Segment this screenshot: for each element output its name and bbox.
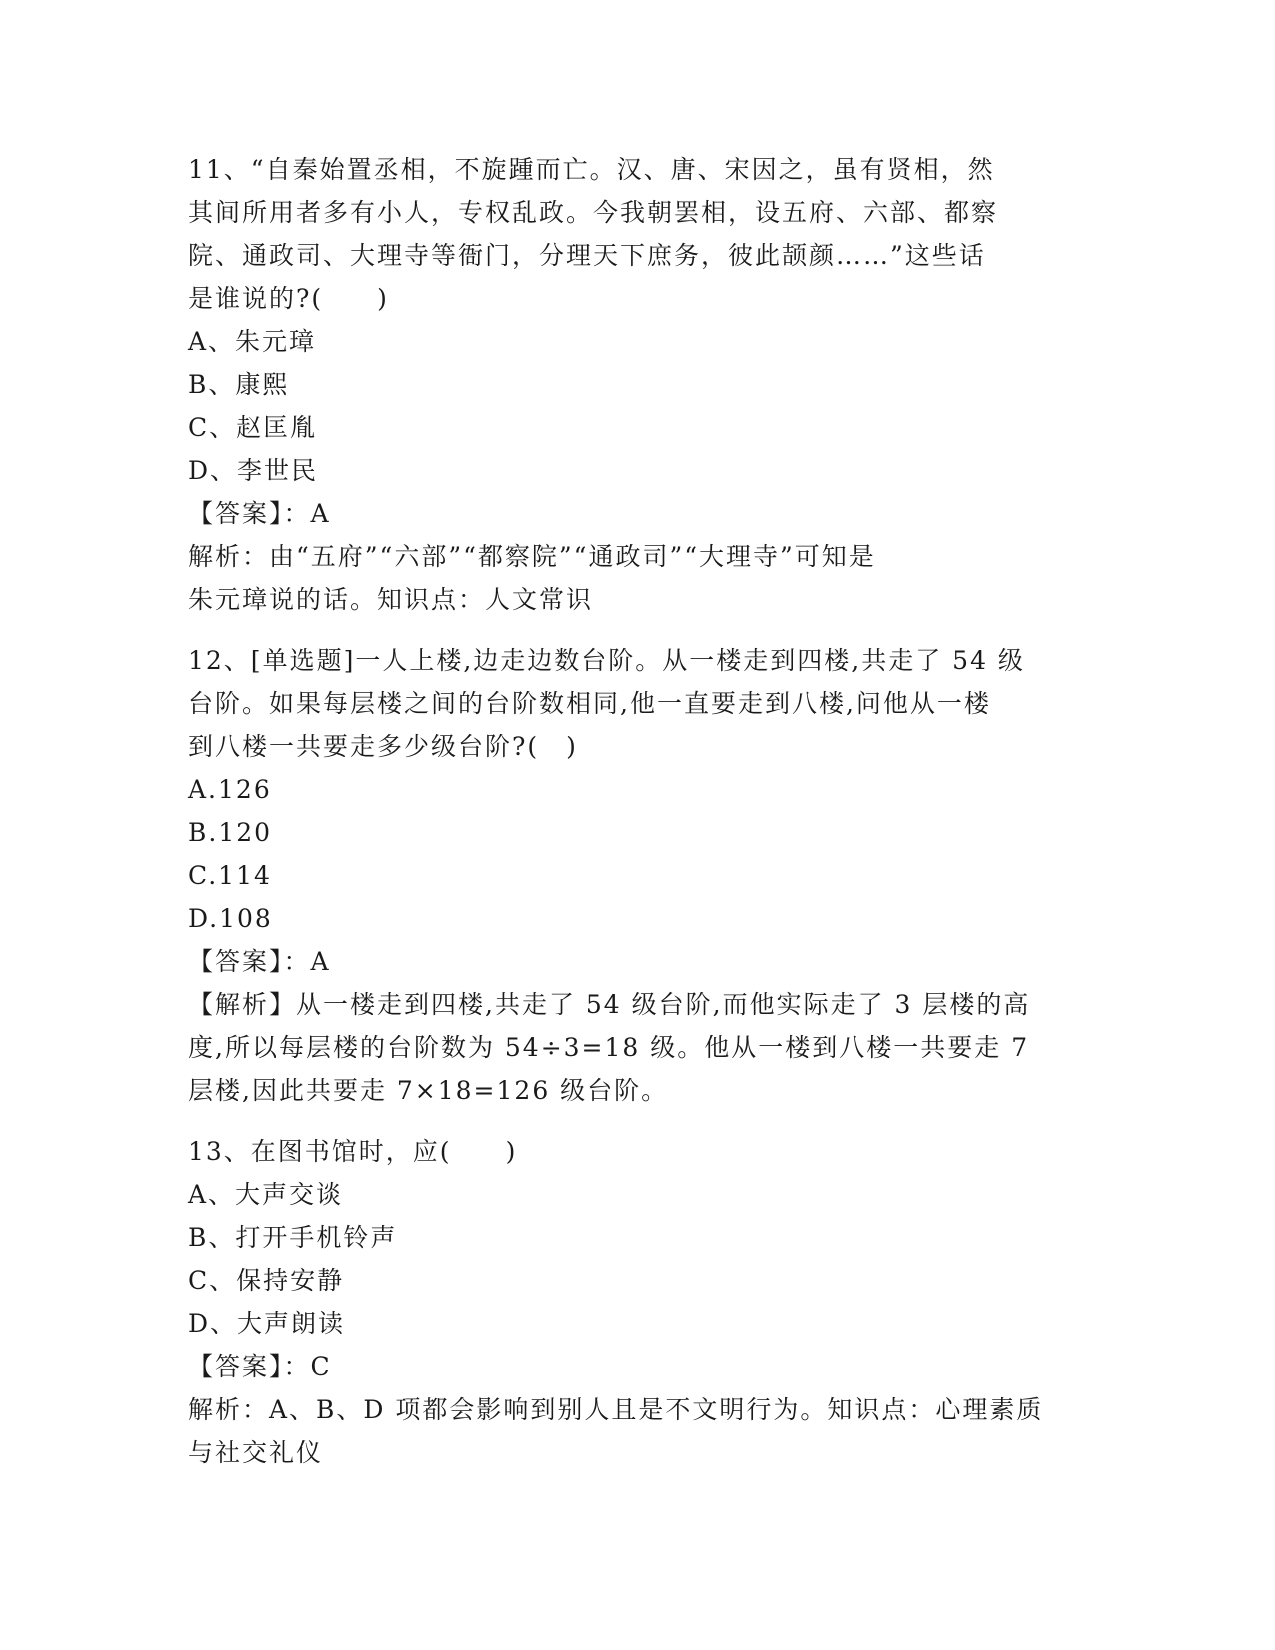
option-c: C.114 bbox=[188, 861, 272, 890]
analysis-line: 解析：由“五府”“六部”“都察院”“通政司”“大理寺”可知是 bbox=[188, 542, 876, 571]
option-b: B、康熙 bbox=[188, 370, 290, 399]
question-12 bbox=[188, 639, 1088, 1112]
analysis-line: 层楼,因此共要走 7×18=126 级台阶。 bbox=[188, 1076, 669, 1105]
option-a: A、朱元璋 bbox=[188, 327, 317, 356]
question-11 bbox=[188, 148, 1088, 621]
answer: 【答案】：C bbox=[188, 1352, 332, 1381]
question-stem-line: 到八楼一共要走多少级台阶?( ) bbox=[188, 732, 578, 761]
option-b: B、打开手机铃声 bbox=[188, 1223, 398, 1252]
document-page bbox=[188, 148, 1088, 1474]
question-stem-line: 12、[单选题]一人上楼,边走边数台阶。从一楼走到四楼,共走了 54 级 bbox=[188, 646, 1025, 675]
option-d: D、李世民 bbox=[188, 456, 319, 485]
question-spacer bbox=[188, 1112, 1088, 1130]
answer: 【答案】：A bbox=[188, 499, 331, 528]
option-a: A、大声交谈 bbox=[188, 1180, 344, 1209]
question-spacer bbox=[188, 621, 1088, 639]
answer: 【答案】：A bbox=[188, 947, 331, 976]
question-stem-line: 13、在图书馆时，应( ) bbox=[188, 1137, 518, 1166]
option-b: B.120 bbox=[188, 818, 273, 847]
question-stem-line: 其间所用者多有小人，专权乱政。今我朝罢相，设五府、六部、都察 bbox=[188, 198, 999, 227]
question-13 bbox=[188, 1130, 1088, 1474]
option-d: D.108 bbox=[188, 904, 273, 933]
option-a: A.126 bbox=[188, 775, 272, 804]
analysis-line: 度,所以每层楼的台阶数为 54÷3=18 级。他从一楼到八楼一共要走 7 bbox=[188, 1033, 1030, 1062]
question-stem-line: 是谁说的?( ) bbox=[188, 284, 389, 313]
analysis-line: 【解析】从一楼走到四楼,共走了 54 级台阶,而他实际走了 3 层楼的高 bbox=[188, 990, 1031, 1019]
question-stem-line: 台阶。如果每层楼之间的台阶数相同,他一直要走到八楼,问他从一楼 bbox=[188, 689, 991, 718]
option-c: C、赵匡胤 bbox=[188, 413, 318, 442]
option-c: C、保持安静 bbox=[188, 1266, 345, 1295]
analysis-line: 解析：A、B、D 项都会影响到别人且是不文明行为。知识点：心理素质 bbox=[188, 1395, 1044, 1424]
question-stem-line: 院、通政司、大理寺等衙门，分理天下庶务，彼此颉颜……”这些话 bbox=[188, 241, 986, 270]
question-stem-line: 11、“自秦始置丞相，不旋踵而亡。汉、唐、宋因之，虽有贤相，然 bbox=[188, 155, 995, 184]
option-d: D、大声朗读 bbox=[188, 1309, 346, 1338]
analysis-line: 朱元璋说的话。知识点：人文常识 bbox=[188, 585, 594, 614]
analysis-line: 与社交礼仪 bbox=[188, 1438, 324, 1467]
